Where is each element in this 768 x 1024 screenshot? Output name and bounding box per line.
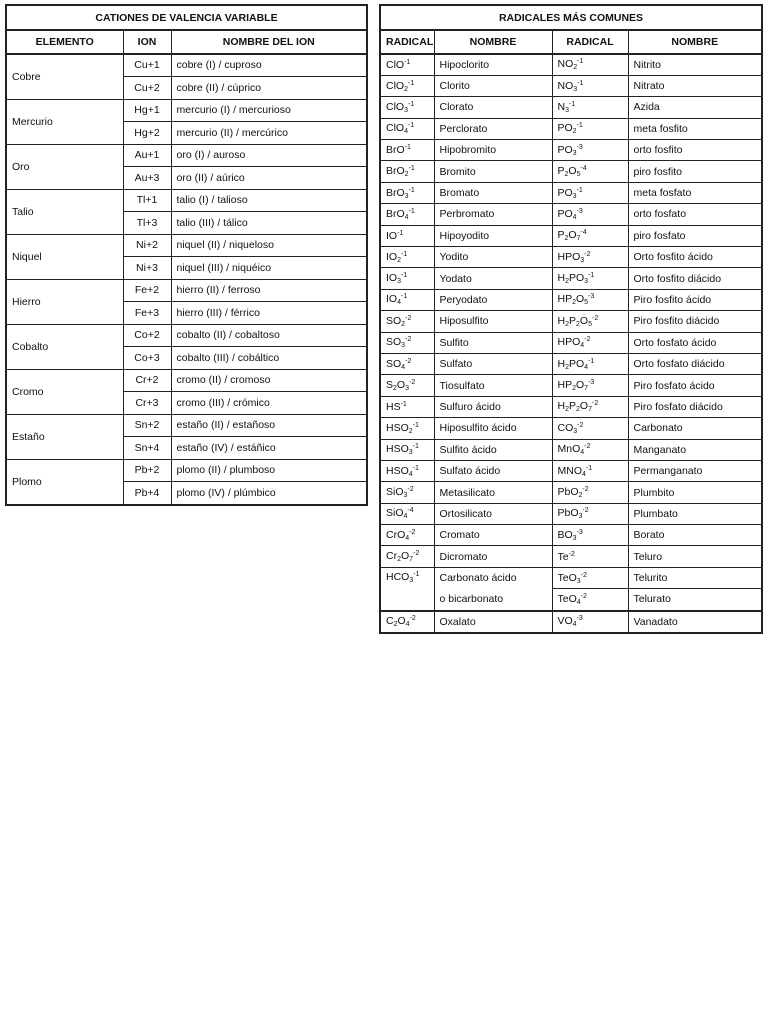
radicals-body xyxy=(380,54,762,634)
ion-name-cell: oro (I) / auroso xyxy=(171,144,367,167)
radical-name-cell: Cromato xyxy=(434,525,552,546)
element-cell: Cromo xyxy=(6,369,123,414)
radical-formula-cell: $IO^{-1}$ xyxy=(380,225,434,246)
radical-name-cell: Plumbato xyxy=(628,503,762,524)
radical-formula-cell: $Cr_2O_7^{-2}$ xyxy=(380,546,434,567)
col-header-radical-2: RADICAL xyxy=(552,30,628,54)
radical-name-cell: Piro fosfato ácido xyxy=(628,375,762,396)
radical-formula-cell: $PO_3^{-3}$ xyxy=(552,140,628,161)
cation-row xyxy=(6,369,367,392)
radical-name-cell: Orto fosfito ácido xyxy=(628,247,762,268)
ion-name-cell: cromo (II) / cromoso xyxy=(171,369,367,392)
cation-row xyxy=(6,99,367,122)
cation-row xyxy=(6,324,367,347)
ion-cell: Cu+1 xyxy=(123,54,171,77)
radical-name-cell: Metasilicato xyxy=(434,482,552,503)
radical-name-cell: Yodito xyxy=(434,247,552,268)
radical-row xyxy=(380,161,762,182)
radical-name-cell: Piro fosfito ácido xyxy=(628,289,762,310)
radical-formula-cell: $HS^{-1}$ xyxy=(380,396,434,417)
radicals-title: RADICALES MÁS COMUNES xyxy=(380,5,762,30)
radical-name-cell: Perclorato xyxy=(434,118,552,139)
radical-name-cell: Hipoyodito xyxy=(434,225,552,246)
radical-name-cell: Hipobromito xyxy=(434,140,552,161)
ion-name-cell: cromo (III) / crómico xyxy=(171,392,367,415)
radical-formula-cell: TeO$_3^{-2}$ xyxy=(552,567,628,588)
ion-name-cell: hierro (III) / férrico xyxy=(171,302,367,325)
radical-name-cell: Plumbito xyxy=(628,482,762,503)
radical-name-cell: Hiposulfito xyxy=(434,311,552,332)
radical-name-cell: Tiosulfato xyxy=(434,375,552,396)
radical-row xyxy=(380,332,762,353)
radical-name-cell: Nitrito xyxy=(628,54,762,76)
element-cell: Talio xyxy=(6,189,123,234)
radical-formula-cell: $IO_3^{-1}$ xyxy=(380,268,434,289)
radical-name-cell: Telurito xyxy=(628,567,762,588)
radical-formula-cell: ClO$_3^{-1}$ xyxy=(380,97,434,118)
radical-row xyxy=(380,439,762,460)
ion-cell: Pb+4 xyxy=(123,482,171,505)
radical-name-cell: meta fosfato xyxy=(628,182,762,203)
ion-name-cell: niquel (III) / niquéico xyxy=(171,257,367,280)
radical-row xyxy=(380,182,762,203)
radical-name-cell: Azida xyxy=(628,97,762,118)
radical-row xyxy=(380,460,762,481)
radical-name-cell: Manganato xyxy=(628,439,762,460)
col-header-name-1: NOMBRE xyxy=(434,30,552,54)
radical-formula-cell: $P_2O_7^{-4}$ xyxy=(552,225,628,246)
radical-name-cell: Sulfito ácido xyxy=(434,439,552,460)
radical-formula-cell: SiO$_4^{-4}$ xyxy=(380,503,434,524)
radical-formula-cell: TeO$_4^{-2}$ xyxy=(552,589,628,611)
radical-formula-cell: $H_2PO_4^{-1}$ xyxy=(552,353,628,374)
radical-row xyxy=(380,204,762,225)
radical-name-cell: orto fosfito xyxy=(628,140,762,161)
radical-formula-cell: PbO$_3^{-2}$ xyxy=(552,503,628,524)
ion-cell: Ni+2 xyxy=(123,234,171,257)
radical-formula-cell: PbO$_2^{-2}$ xyxy=(552,482,628,503)
element-cell: Mercurio xyxy=(6,99,123,144)
ion-cell: Hg+1 xyxy=(123,99,171,122)
radical-formula-cell: $H_2P_2O_5^{-2}$ xyxy=(552,311,628,332)
ion-name-cell: cobre (II) / cúprico xyxy=(171,77,367,100)
radical-formula-cell: BrO$_4^{-1}$ xyxy=(380,204,434,225)
radical-row xyxy=(380,247,762,268)
col-header-element: ELEMENTO xyxy=(6,30,123,54)
radical-name-cell: Orto fosfato diácido xyxy=(628,353,762,374)
radical-name-cell: Hiposulfito ácido xyxy=(434,418,552,439)
radical-name-cell: Vanadato xyxy=(628,611,762,633)
cations-title: CATIONES DE VALENCIA VARIABLE xyxy=(6,5,367,30)
ion-cell: Sn+2 xyxy=(123,414,171,437)
radical-name-cell: o bicarbonato xyxy=(434,589,552,611)
radical-formula-cell: $NO_3^{-1}$ xyxy=(552,75,628,96)
col-header-ion-name: NOMBRE DEL ION xyxy=(171,30,367,54)
radical-row xyxy=(380,396,762,417)
ion-name-cell: hierro (II) / ferroso xyxy=(171,279,367,302)
radical-name-cell: Bromito xyxy=(434,161,552,182)
radical-row xyxy=(380,140,762,161)
col-header-ion: ION xyxy=(123,30,171,54)
ion-cell: Ni+3 xyxy=(123,257,171,280)
ion-cell: Fe+2 xyxy=(123,279,171,302)
element-cell: Niquel xyxy=(6,234,123,279)
element-cell: Hierro xyxy=(6,279,123,324)
radical-name-cell: Peryodato xyxy=(434,289,552,310)
cation-row xyxy=(6,459,367,482)
cation-row xyxy=(6,234,367,257)
ion-cell: Cr+2 xyxy=(123,369,171,392)
radical-formula-cell: $MNO_4^{-1}$ xyxy=(552,460,628,481)
ion-cell: Cr+3 xyxy=(123,392,171,415)
radical-name-cell: piro fosfito xyxy=(628,161,762,182)
radical-formula-cell: $P_2O_5^{-4}$ xyxy=(552,161,628,182)
ion-cell: Au+3 xyxy=(123,167,171,190)
radical-formula-cell: $HP_2O_5^{-3}$ xyxy=(552,289,628,310)
radical-formula-cell: ClO$_4^{-1}$ xyxy=(380,118,434,139)
radical-name-cell: Perbromato xyxy=(434,204,552,225)
cation-row xyxy=(6,279,367,302)
radical-name-cell: Piro fosfito diácido xyxy=(628,311,762,332)
radicals-table xyxy=(379,4,763,634)
radical-row xyxy=(380,418,762,439)
radical-name-cell: meta fosfito xyxy=(628,118,762,139)
col-header-name-2: NOMBRE xyxy=(628,30,762,54)
radical-formula-cell: $HCO_3^{-1}$ xyxy=(380,567,434,610)
radical-name-cell: Telurato xyxy=(628,589,762,611)
radical-formula-cell: $VO_4^{-3}$ xyxy=(552,611,628,633)
cation-row xyxy=(6,189,367,212)
radical-row xyxy=(380,546,762,567)
ion-name-cell: mercurio (I) / mercurioso xyxy=(171,99,367,122)
radical-name-cell: Piro fosfato diácido xyxy=(628,396,762,417)
radical-name-cell: Teluro xyxy=(628,546,762,567)
ion-name-cell: cobalto (III) / cobáltico xyxy=(171,347,367,370)
radical-formula-cell: $SO_4^{-2}$ xyxy=(380,353,434,374)
element-cell: Estaño xyxy=(6,414,123,459)
radical-name-cell: orto fosfato xyxy=(628,204,762,225)
radical-formula-cell: $IO_2^{-1}$ xyxy=(380,247,434,268)
radical-formula-cell: $H_2P_2O_7^{-2}$ xyxy=(552,396,628,417)
radical-formula-cell: $HPO_3^{-2}$ xyxy=(552,247,628,268)
radical-name-cell: Clorato xyxy=(434,97,552,118)
cations-body xyxy=(6,54,367,505)
element-cell: Plomo xyxy=(6,459,123,505)
radical-formula-cell: $Te^{-2}$ xyxy=(552,546,628,567)
radical-row xyxy=(380,54,762,76)
element-cell: Oro xyxy=(6,144,123,189)
radical-name-cell: Hipoclorito xyxy=(434,54,552,76)
radical-row xyxy=(380,375,762,396)
radical-formula-cell: $NO_2^{-1}$ xyxy=(552,54,628,76)
ion-cell: Cu+2 xyxy=(123,77,171,100)
ion-cell: Sn+4 xyxy=(123,437,171,460)
element-cell: Cobalto xyxy=(6,324,123,369)
radical-formula-cell: MnO$_4^{-2}$ xyxy=(552,439,628,460)
radical-name-cell: Sulfato ácido xyxy=(434,460,552,481)
radical-formula-cell: SiO$_3^{-2}$ xyxy=(380,482,434,503)
radical-row xyxy=(380,97,762,118)
ion-name-cell: niquel (II) / niqueloso xyxy=(171,234,367,257)
ion-name-cell: oro (II) / aúrico xyxy=(171,167,367,190)
radical-name-cell: Carbonato xyxy=(628,418,762,439)
radical-formula-cell: $CO_3^{-2}$ xyxy=(552,418,628,439)
ion-name-cell: cobalto (II) / cobaltoso xyxy=(171,324,367,347)
radical-name-cell: Sulfuro ácido xyxy=(434,396,552,417)
radical-row xyxy=(380,118,762,139)
radical-row xyxy=(380,503,762,524)
radical-formula-cell: $HPO_4^{-2}$ xyxy=(552,332,628,353)
radical-formula-cell: $N_3^{-1}$ xyxy=(552,97,628,118)
ion-name-cell: plomo (IV) / plúmbico xyxy=(171,482,367,505)
col-header-radical-1: RADICAL xyxy=(380,30,434,54)
ion-name-cell: cobre (I) / cuproso xyxy=(171,54,367,77)
ion-name-cell: plomo (II) / plumboso xyxy=(171,459,367,482)
cation-row xyxy=(6,54,367,77)
radical-name-cell: Bromato xyxy=(434,182,552,203)
element-cell: Cobre xyxy=(6,54,123,100)
ion-cell: Tl+3 xyxy=(123,212,171,235)
radical-formula-cell: BrO$^{-1}$ xyxy=(380,140,434,161)
radical-formula-cell: $H_2PO_3^{-1}$ xyxy=(552,268,628,289)
radical-formula-cell: $HSO_2^{-1}$ xyxy=(380,418,434,439)
ion-cell: Fe+3 xyxy=(123,302,171,325)
radical-name-cell: Clorito xyxy=(434,75,552,96)
radical-name-cell: piro fosfato xyxy=(628,225,762,246)
radical-formula-cell: ClO$^{-1}$ xyxy=(380,54,434,76)
ion-name-cell: talio (I) / talioso xyxy=(171,189,367,212)
radical-formula-cell: $HSO_3^{-1}$ xyxy=(380,439,434,460)
radical-name-cell: Permanganato xyxy=(628,460,762,481)
ion-cell: Pb+2 xyxy=(123,459,171,482)
cations-table xyxy=(5,4,368,506)
cation-row xyxy=(6,144,367,167)
ion-name-cell: estaño (II) / estañoso xyxy=(171,414,367,437)
radical-formula-cell: $PO_2^{-1}$ xyxy=(552,118,628,139)
ion-cell: Co+3 xyxy=(123,347,171,370)
ion-cell: Au+1 xyxy=(123,144,171,167)
radical-formula-cell: ClO$_2^{-1}$ xyxy=(380,75,434,96)
radical-formula-cell: $HP_2O_7^{-3}$ xyxy=(552,375,628,396)
radical-name-cell: Carbonato ácido xyxy=(434,567,552,588)
radical-row xyxy=(380,311,762,332)
ion-cell: Co+2 xyxy=(123,324,171,347)
radical-formula-cell: $BO_3^{-3}$ xyxy=(552,525,628,546)
radical-formula-cell: CrO$_4^{-2}$ xyxy=(380,525,434,546)
radical-formula-cell: BrO$_3^{-1}$ xyxy=(380,182,434,203)
ion-name-cell: mercurio (II) / mercúrico xyxy=(171,122,367,145)
radical-row xyxy=(380,611,762,633)
radical-name-cell: Dicromato xyxy=(434,546,552,567)
ion-cell: Tl+1 xyxy=(123,189,171,212)
radical-name-cell: Borato xyxy=(628,525,762,546)
ion-cell: Hg+2 xyxy=(123,122,171,145)
radical-formula-cell: $PO_3^{-1}$ xyxy=(552,182,628,203)
radical-row xyxy=(380,75,762,96)
radical-row xyxy=(380,268,762,289)
radical-formula-cell: BrO$_2^{-1}$ xyxy=(380,161,434,182)
radical-row xyxy=(380,225,762,246)
radical-name-cell: Sulfito xyxy=(434,332,552,353)
radical-name-cell: Nitrato xyxy=(628,75,762,96)
radical-name-cell: Sulfato xyxy=(434,353,552,374)
radical-formula-cell: $C_2O_4^{-2}$ xyxy=(380,611,434,633)
ion-name-cell: talio (III) / tálico xyxy=(171,212,367,235)
radical-formula-cell: $S_2O_3^{-2}$ xyxy=(380,375,434,396)
cation-row xyxy=(6,414,367,437)
radical-formula-cell: $HSO_4^{-1}$ xyxy=(380,460,434,481)
radical-row xyxy=(380,525,762,546)
radical-name-cell: Yodato xyxy=(434,268,552,289)
radical-formula-cell: $PO_4^{-3}$ xyxy=(552,204,628,225)
radical-name-cell: Orto fosfato ácido xyxy=(628,332,762,353)
radical-row xyxy=(380,567,762,588)
radical-row xyxy=(380,353,762,374)
radical-name-cell: Oxalato xyxy=(434,611,552,633)
radical-row xyxy=(380,289,762,310)
radical-formula-cell: $IO_4^{-1}$ xyxy=(380,289,434,310)
radical-name-cell: Orto fosfito diácido xyxy=(628,268,762,289)
radical-name-cell: Ortosilicato xyxy=(434,503,552,524)
radical-row xyxy=(380,589,762,611)
radical-formula-cell: $SO_2^{-2}$ xyxy=(380,311,434,332)
radical-formula-cell: $SO_3^{-2}$ xyxy=(380,332,434,353)
ion-name-cell: estaño (IV) / estáñico xyxy=(171,437,367,460)
radical-row xyxy=(380,482,762,503)
